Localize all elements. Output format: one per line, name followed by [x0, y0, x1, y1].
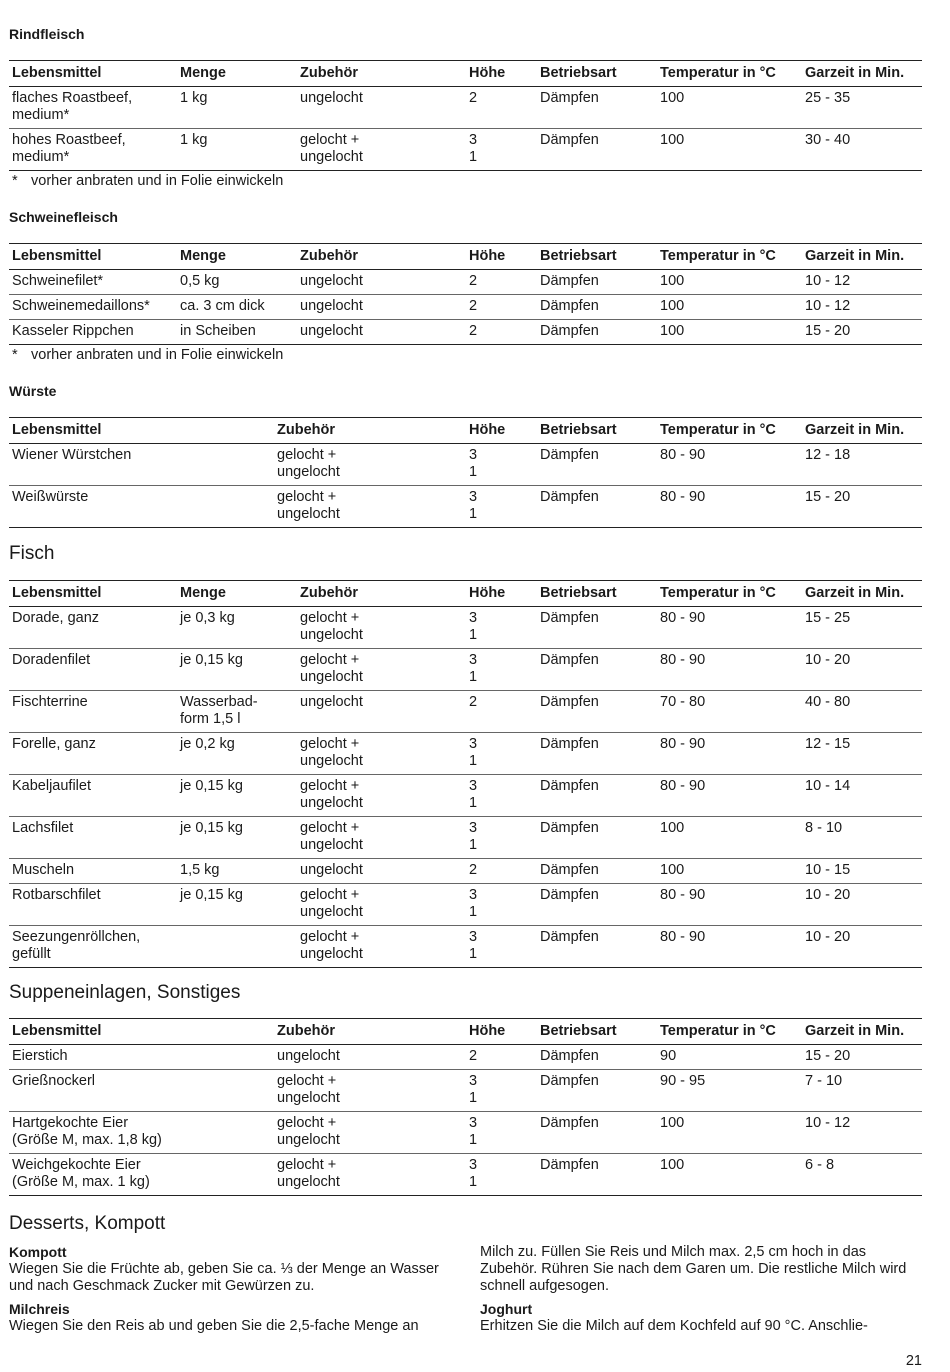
column-header: Garzeit in Min.: [802, 244, 922, 270]
desserts-right-column: [480, 1244, 922, 1335]
table-cell: je 0,15 kg: [177, 649, 297, 691]
table-header-row: [9, 418, 922, 444]
table-cell: Seezungenröllchen, gefüllt: [9, 926, 177, 968]
table-cell: Hartgekochte Eier (Größe M, max. 1,8 kg): [9, 1112, 274, 1154]
table-cell: Dorade, ganz: [9, 607, 177, 649]
column-header: Höhe: [466, 61, 537, 87]
column-header: Menge: [177, 581, 297, 607]
paragraph-milchreis: Wiegen Sie den Reis ab und geben Sie die 2,5-fache Menge an: [9, 1318, 419, 1334]
table-cell: 10 - 12: [802, 270, 922, 295]
table-cell: flaches Roastbeef, medium*: [9, 87, 177, 129]
column-header: Höhe: [466, 418, 537, 444]
table-cell: 3 1: [466, 649, 537, 691]
column-header: Zubehör: [297, 244, 466, 270]
table-row: [9, 691, 922, 733]
table-cell: 80 - 90: [657, 607, 802, 649]
table-cell: Dämpfen: [537, 1112, 657, 1154]
footnote-schweinefleisch: [12, 347, 283, 363]
table-cell: 2: [466, 87, 537, 129]
table-cell: 2: [466, 859, 537, 884]
table-cell: 10 - 14: [802, 775, 922, 817]
table-cell: gelocht + ungelocht: [274, 486, 466, 528]
table-cell: ungelocht: [297, 295, 466, 320]
table-cell: Muscheln: [9, 859, 177, 884]
table-row: [9, 884, 922, 926]
table-cell: 1 kg: [177, 129, 297, 171]
table-cell: 3 1: [466, 607, 537, 649]
table-cell: in Scheiben: [177, 320, 297, 345]
table-cell: ungelocht: [297, 859, 466, 884]
table-cell: 80 - 90: [657, 649, 802, 691]
table-schweinefleisch: [9, 243, 922, 345]
table-cell: je 0,3 kg: [177, 607, 297, 649]
table-cell: gelocht + ungelocht: [297, 817, 466, 859]
table-cell: Dämpfen: [537, 486, 657, 528]
table-cell: 80 - 90: [657, 926, 802, 968]
column-header: Temperatur in °C: [657, 244, 802, 270]
table-cell: 1,5 kg: [177, 859, 297, 884]
table-cell: Weißwürste: [9, 486, 274, 528]
table-row: [9, 320, 922, 345]
column-header: Menge: [177, 61, 297, 87]
table-row: [9, 926, 922, 968]
table-cell: 12 - 15: [802, 733, 922, 775]
table-cell: 80 - 90: [657, 444, 802, 486]
table-cell: Dämpfen: [537, 129, 657, 171]
table-cell: 10 - 12: [802, 295, 922, 320]
table-cell: ungelocht: [297, 320, 466, 345]
table-cell: Dämpfen: [537, 1045, 657, 1070]
table-row: [9, 295, 922, 320]
table-cell: 3 1: [466, 884, 537, 926]
table-cell: Dämpfen: [537, 295, 657, 320]
table-cell: 6 - 8: [802, 1154, 922, 1196]
table-cell: 3 1: [466, 444, 537, 486]
footnote-marker: *: [12, 347, 18, 363]
table-row: [9, 87, 922, 129]
subheading-kompott: Kompott: [9, 1244, 67, 1260]
table-cell: Lachsfilet: [9, 817, 177, 859]
table-cell: 2: [466, 1045, 537, 1070]
table-cell: 2: [466, 270, 537, 295]
table-cell: Dämpfen: [537, 320, 657, 345]
table-cell: 80 - 90: [657, 486, 802, 528]
desserts-left-column: [9, 1244, 459, 1335]
section-title-schweinefleisch: Schweinefleisch: [9, 209, 118, 225]
table-cell: Dämpfen: [537, 444, 657, 486]
table-header-row: [9, 244, 922, 270]
table-cell: 2: [466, 320, 537, 345]
table-cell: Grießnockerl: [9, 1070, 274, 1112]
table-cell: 90 - 95: [657, 1070, 802, 1112]
paragraph-milchreis-continued: Milch zu. Füllen Sie Reis und Milch max. 2,5 cm hoch in das Zubehör. Rühren Sie nach dem Garen um. Die restliche Milch wird schnell aufgesogen.: [480, 1244, 907, 1294]
table-cell: gelocht + ungelocht: [297, 649, 466, 691]
table-cell: 3 1: [466, 926, 537, 968]
table-cell: 10 - 15: [802, 859, 922, 884]
table-cell: 0,5 kg: [177, 270, 297, 295]
table-cell: [177, 926, 297, 968]
table-cell: 1 kg: [177, 87, 297, 129]
table-cell: 15 - 20: [802, 486, 922, 528]
table-cell: 100: [657, 817, 802, 859]
table-cell: gelocht + ungelocht: [297, 926, 466, 968]
table-header-row: [9, 61, 922, 87]
column-header: Garzeit in Min.: [802, 61, 922, 87]
table-cell: Dämpfen: [537, 1070, 657, 1112]
table-cell: gelocht + ungelocht: [274, 444, 466, 486]
table-cell: 100: [657, 859, 802, 884]
table-cell: 100: [657, 129, 802, 171]
footnote-rindfleisch: [12, 173, 283, 189]
column-header: Lebensmittel: [9, 581, 177, 607]
table-cell: Dämpfen: [537, 884, 657, 926]
footnote-text: vorher anbraten und in Folie einwickeln: [31, 347, 284, 363]
footnote-text: vorher anbraten und in Folie einwickeln: [31, 173, 284, 189]
table-cell: Wasserbad- form 1,5 l: [177, 691, 297, 733]
table-cell: 25 - 35: [802, 87, 922, 129]
table-cell: ungelocht: [274, 1045, 466, 1070]
table-cell: 10 - 20: [802, 649, 922, 691]
table-cell: Dämpfen: [537, 733, 657, 775]
table-cell: 10 - 20: [802, 926, 922, 968]
table-cell: 80 - 90: [657, 775, 802, 817]
table-cell: Schweinemedaillons*: [9, 295, 177, 320]
table-fisch: [9, 580, 922, 968]
section-title-desserts: Desserts, Kompott: [9, 1213, 166, 1234]
column-header: Lebensmittel: [9, 244, 177, 270]
table-cell: 70 - 80: [657, 691, 802, 733]
table-row: [9, 775, 922, 817]
table-cell: gelocht + ungelocht: [297, 129, 466, 171]
table-cell: Weichgekochte Eier (Größe M, max. 1 kg): [9, 1154, 274, 1196]
table-cell: 3 1: [466, 1112, 537, 1154]
table-row: [9, 486, 922, 528]
table-row: [9, 1045, 922, 1070]
table-cell: 3 1: [466, 733, 537, 775]
column-header: Temperatur in °C: [657, 418, 802, 444]
column-header: Temperatur in °C: [657, 1019, 802, 1045]
table-suppeneinlagen: [9, 1018, 922, 1196]
table-cell: Dämpfen: [537, 926, 657, 968]
table-cell: 15 - 20: [802, 1045, 922, 1070]
table-row: [9, 1070, 922, 1112]
table-cell: Dämpfen: [537, 87, 657, 129]
column-header: Betriebsart: [537, 244, 657, 270]
table-cell: Wiener Würstchen: [9, 444, 274, 486]
table-cell: 90: [657, 1045, 802, 1070]
table-cell: 100: [657, 295, 802, 320]
table-cell: Rotbarschfilet: [9, 884, 177, 926]
table-row: [9, 607, 922, 649]
column-header: Menge: [177, 244, 297, 270]
table-cell: gelocht + ungelocht: [274, 1070, 466, 1112]
table-header-row: [9, 1019, 922, 1045]
table-row: [9, 444, 922, 486]
table-cell: hohes Roastbeef, medium*: [9, 129, 177, 171]
subheading-joghurt: Joghurt: [480, 1301, 533, 1317]
table-row: [9, 649, 922, 691]
table-cell: 10 - 20: [802, 884, 922, 926]
table-cell: 3 1: [466, 1070, 537, 1112]
table-cell: ungelocht: [297, 270, 466, 295]
table-cell: Doradenfilet: [9, 649, 177, 691]
table-cell: 3 1: [466, 486, 537, 528]
table-cell: 3 1: [466, 775, 537, 817]
table-cell: je 0,15 kg: [177, 817, 297, 859]
table-cell: 2: [466, 295, 537, 320]
table-cell: Kasseler Rippchen: [9, 320, 177, 345]
table-cell: 100: [657, 270, 802, 295]
column-header: Höhe: [466, 244, 537, 270]
table-rindfleisch: [9, 60, 922, 171]
table-cell: 3 1: [466, 1154, 537, 1196]
column-header: Zubehör: [297, 61, 466, 87]
table-cell: ungelocht: [297, 87, 466, 129]
column-header: Betriebsart: [537, 1019, 657, 1045]
table-row: [9, 859, 922, 884]
paragraph-kompott: Wiegen Sie die Früchte ab, geben Sie ca. ⅓ der Menge an Wasser und nach Geschmack Zucker mit Gewürzen zu.: [9, 1261, 439, 1294]
column-header: Zubehör: [297, 581, 466, 607]
column-header: Lebensmittel: [9, 418, 274, 444]
table-cell: je 0,15 kg: [177, 884, 297, 926]
column-header: Zubehör: [274, 418, 466, 444]
table-cell: Fischterrine: [9, 691, 177, 733]
column-header: Lebensmittel: [9, 1019, 274, 1045]
table-cell: 10 - 12: [802, 1112, 922, 1154]
table-row: [9, 733, 922, 775]
paragraph-joghurt: Erhitzen Sie die Milch auf dem Kochfeld auf 90 °C. Anschlie-: [480, 1318, 868, 1334]
table-cell: Dämpfen: [537, 649, 657, 691]
section-title-wuerste: Würste: [9, 383, 57, 399]
table-cell: 80 - 90: [657, 733, 802, 775]
table-row: [9, 817, 922, 859]
table-cell: Forelle, ganz: [9, 733, 177, 775]
table-row: [9, 129, 922, 171]
table-cell: 100: [657, 320, 802, 345]
section-title-fisch: Fisch: [9, 543, 55, 564]
table-cell: 7 - 10: [802, 1070, 922, 1112]
column-header: Temperatur in °C: [657, 61, 802, 87]
table-cell: Dämpfen: [537, 859, 657, 884]
column-header: Lebensmittel: [9, 61, 177, 87]
footnote-marker: *: [12, 173, 18, 189]
column-header: Garzeit in Min.: [802, 581, 922, 607]
table-cell: gelocht + ungelocht: [297, 733, 466, 775]
column-header: Garzeit in Min.: [802, 418, 922, 444]
table-cell: 8 - 10: [802, 817, 922, 859]
section-title-suppeneinlagen: Suppeneinlagen, Sonstiges: [9, 982, 241, 1003]
table-cell: Dämpfen: [537, 775, 657, 817]
column-header: Betriebsart: [537, 581, 657, 607]
table-cell: Kabeljaufilet: [9, 775, 177, 817]
table-cell: Eierstich: [9, 1045, 274, 1070]
table-row: [9, 1112, 922, 1154]
column-header: Höhe: [466, 1019, 537, 1045]
column-header: Zubehör: [274, 1019, 466, 1045]
table-cell: 2: [466, 691, 537, 733]
table-cell: gelocht + ungelocht: [297, 775, 466, 817]
table-wuerste: [9, 417, 922, 528]
table-cell: Dämpfen: [537, 1154, 657, 1196]
table-cell: je 0,15 kg: [177, 775, 297, 817]
table-cell: 3 1: [466, 129, 537, 171]
table-cell: 12 - 18: [802, 444, 922, 486]
table-header-row: [9, 581, 922, 607]
table-cell: Dämpfen: [537, 691, 657, 733]
page-number: 21: [905, 1353, 922, 1369]
table-cell: gelocht + ungelocht: [297, 607, 466, 649]
table-cell: 100: [657, 1154, 802, 1196]
table-cell: 40 - 80: [802, 691, 922, 733]
table-cell: 100: [657, 1112, 802, 1154]
table-cell: 15 - 25: [802, 607, 922, 649]
table-cell: 30 - 40: [802, 129, 922, 171]
column-header: Temperatur in °C: [657, 581, 802, 607]
table-cell: 15 - 20: [802, 320, 922, 345]
section-title-rindfleisch: Rindfleisch: [9, 26, 85, 42]
table-cell: gelocht + ungelocht: [274, 1112, 466, 1154]
table-cell: Schweinefilet*: [9, 270, 177, 295]
table-cell: je 0,2 kg: [177, 733, 297, 775]
table-cell: 100: [657, 87, 802, 129]
table-row: [9, 1154, 922, 1196]
column-header: Garzeit in Min.: [802, 1019, 922, 1045]
column-header: Betriebsart: [537, 418, 657, 444]
table-cell: 80 - 90: [657, 884, 802, 926]
table-cell: Dämpfen: [537, 607, 657, 649]
table-cell: Dämpfen: [537, 270, 657, 295]
column-header: Betriebsart: [537, 61, 657, 87]
table-cell: Dämpfen: [537, 817, 657, 859]
table-cell: ungelocht: [297, 691, 466, 733]
table-cell: gelocht + ungelocht: [274, 1154, 466, 1196]
table-row: [9, 270, 922, 295]
subheading-milchreis: Milchreis: [9, 1301, 70, 1317]
table-cell: gelocht + ungelocht: [297, 884, 466, 926]
table-cell: ca. 3 cm dick: [177, 295, 297, 320]
column-header: Höhe: [466, 581, 537, 607]
table-cell: 3 1: [466, 817, 537, 859]
